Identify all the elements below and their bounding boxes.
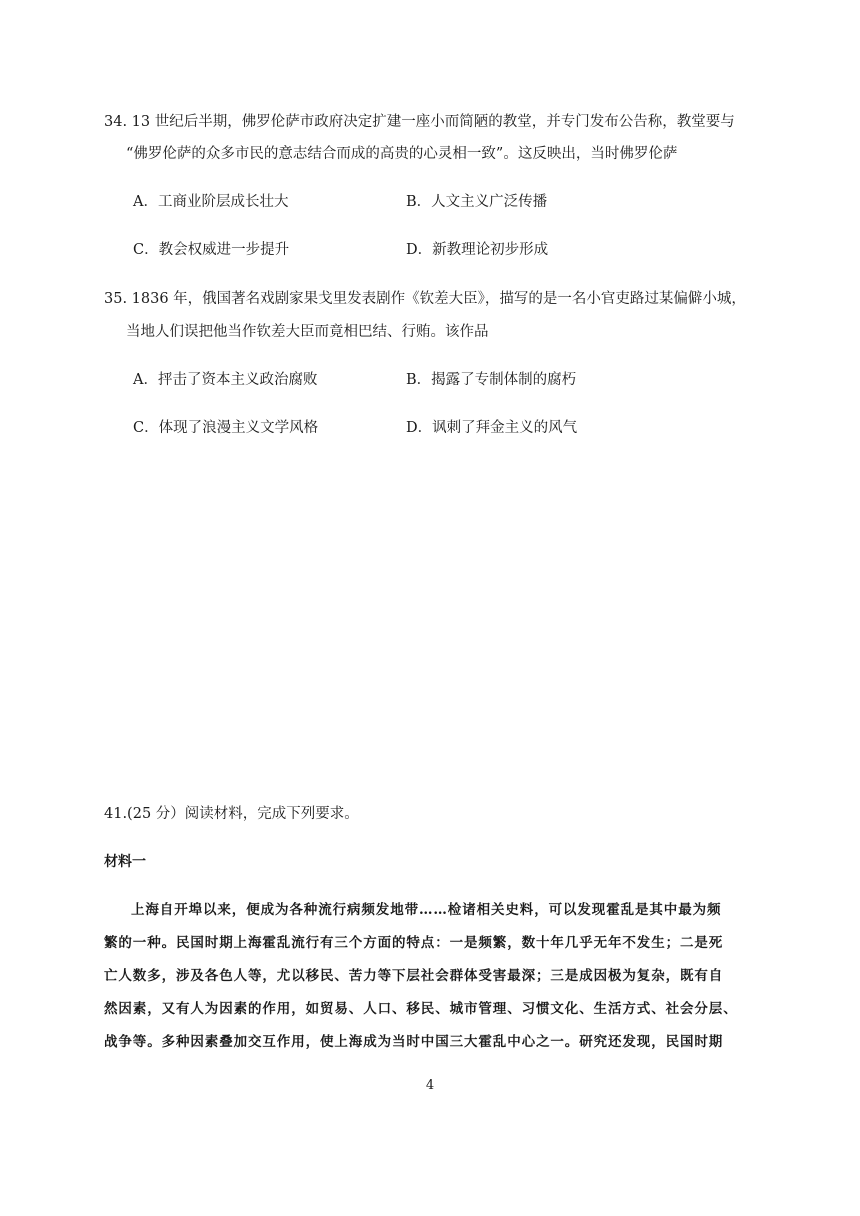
q34-stem-line2: “佛罗伦萨的众多市民的意志结合而成的高贵的心灵相一致”。这反映出，当时佛罗伦萨 <box>126 146 678 162</box>
q34-option-b: B．人文主义广泛传播 <box>406 194 548 210</box>
q35-stem-line2: 当地人们误把他当作钦差大臣而竟相巴结、行贿。该作品 <box>126 324 489 340</box>
page-number: 4 <box>425 1078 435 1093</box>
q35-option-b: B．揭露了专制体制的腐朽 <box>406 372 577 388</box>
q35-stem-line1: 35. 1836 年，俄国著名戏剧家果戈里发表剧作《钦差大臣》，描写的是一名小官吏路过某偏僻小城， <box>104 291 746 307</box>
q34-stem-line1: 34. 13 世纪后半期，佛罗伦萨市政府决定扩建一座小而简陋的教堂，并专门发布公告称，教堂要与 <box>104 114 735 130</box>
material-line-3: 亡人数多，涉及各色人等，尤以移民、苦力等下层社会群体受害最深；三是成因极为复杂，既有自 <box>104 968 724 984</box>
material-line-2: 繁的一种。民国时期上海霍乱流行有三个方面的特点：一是频繁，数十年几乎无年不发生；二是死 <box>104 935 724 951</box>
q34-option-d: D．新教理论初步形成 <box>406 242 549 258</box>
material-line-1: 上海自开埠以来，便成为各种流行病频发地带……检诸相关史料，可以发现霍乱是其中最为频 <box>131 902 722 918</box>
q34-option-c: C．教会权威进一步提升 <box>133 242 290 258</box>
material-line-4: 然因素，又有人为因素的作用，如贸易、人口、移民、城市管理、习惯文化、生活方式、社会分层、 <box>104 1001 738 1017</box>
material-line-5: 战争等。多种因素叠加交互作用，使上海成为当时中国三大霍乱中心之一。研究还发现，民国时期 <box>104 1034 724 1050</box>
q35-option-c: C．体现了浪漫主义文学风格 <box>133 420 319 436</box>
q35-option-a: A．抨击了资本主义政治腐败 <box>133 372 318 388</box>
q34-option-a: A．工商业阶层成长壮大 <box>133 194 289 210</box>
q41-stem: 41.(25 分）阅读材料，完成下列要求。 <box>104 806 359 822</box>
q35-option-d: D．讽刺了拜金主义的风气 <box>406 420 578 436</box>
material-one-title: 材料一 <box>104 854 146 870</box>
